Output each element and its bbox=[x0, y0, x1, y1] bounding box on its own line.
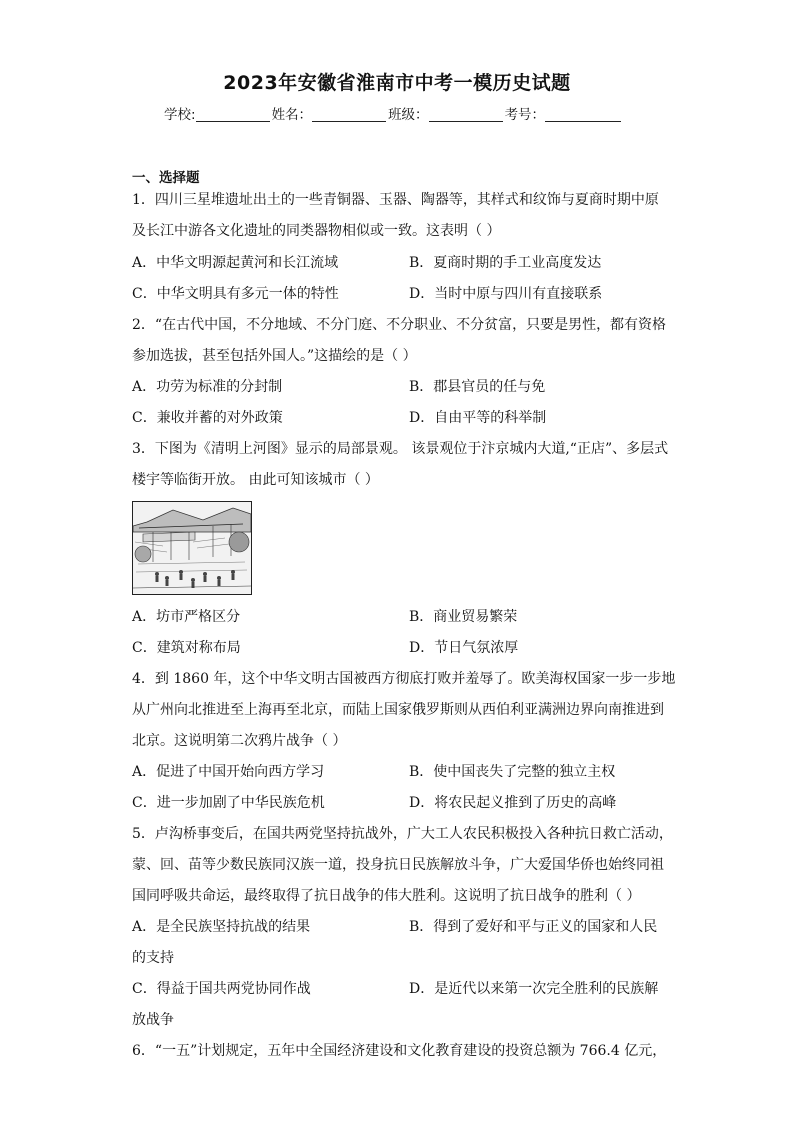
q5-option-d[interactable]: D．是近代以来第一次完全胜利的民族解 bbox=[409, 981, 659, 997]
q5-options-row-1 bbox=[132, 912, 662, 943]
q3-options-row-1 bbox=[132, 602, 662, 633]
q4-option-b[interactable]: B．使中国丧失了完整的独立主权 bbox=[409, 764, 616, 780]
q2-option-d[interactable]: D．自由平等的科举制 bbox=[409, 410, 547, 426]
q4-option-d[interactable]: D．将农民起义推到了历史的高峰 bbox=[409, 795, 617, 811]
id-blank[interactable] bbox=[545, 107, 621, 122]
q1-option-d[interactable]: D．当时中原与四川有直接联系 bbox=[409, 286, 603, 302]
q4-line-3: 北京。这说明第二次鸦片战争（ ） bbox=[132, 733, 347, 749]
name-blank[interactable] bbox=[312, 107, 386, 122]
q5-option-d-continuation: 放战争 bbox=[132, 1012, 174, 1028]
q5-option-a[interactable]: A．是全民族坚持抗战的结果 bbox=[132, 919, 311, 935]
qingming-scroll-drawing bbox=[133, 502, 251, 594]
q4-line-1: 4．到 1860 年，这个中华文明古国被西方彻底打败并羞辱了。欧美海权国家一步一步地 bbox=[132, 671, 676, 687]
student-info-line bbox=[164, 103, 623, 123]
q3-option-c[interactable]: C．建筑对称布局 bbox=[132, 640, 241, 656]
q5-option-b[interactable]: B．得到了爱好和平与正义的国家和人民 bbox=[409, 919, 658, 935]
q5-options-row-2 bbox=[132, 974, 662, 1005]
school-label: 学校: bbox=[164, 107, 196, 123]
q1-options-row-1 bbox=[132, 248, 662, 279]
q3-option-b[interactable]: B．商业贸易繁荣 bbox=[409, 609, 518, 625]
q4-option-a[interactable]: A．促进了中国开始向西方学习 bbox=[132, 764, 325, 780]
q2-option-b[interactable]: B．郡县官员的任与免 bbox=[409, 379, 546, 395]
q2-line-1: 2．“在古代中国，不分地域、不分门庭、不分职业、不分贫富，只要是男性，都有资格 bbox=[132, 317, 667, 333]
q4-options-row-2 bbox=[132, 788, 662, 819]
q5-line-3: 国同呼吸共命运，最终取得了抗日战争的伟大胜利。这说明了抗日战争的胜利（ ） bbox=[132, 888, 641, 904]
q2-line-2: 参加选拔，甚至包括外国人。”这描绘的是（ ） bbox=[132, 348, 417, 364]
q1-option-a[interactable]: A．中华文明源起黄河和长江流域 bbox=[132, 255, 339, 271]
q1-options-row-2 bbox=[132, 279, 662, 310]
id-label: 考号： bbox=[504, 107, 546, 123]
q2-option-c[interactable]: C．兼收并蓄的对外政策 bbox=[132, 410, 283, 426]
exam-title: 2023年安徽省淮南市中考一模历史试题 bbox=[223, 72, 571, 94]
q3-option-d[interactable]: D．节日气氛浓厚 bbox=[409, 640, 519, 656]
school-blank[interactable] bbox=[196, 107, 270, 122]
q1-line-2: 及长江中游各文化遗址的同类器物相似或一致。这表明（ ） bbox=[132, 223, 501, 239]
qingming-scroll-image bbox=[132, 501, 252, 595]
q3-options-row-2 bbox=[132, 633, 662, 664]
q1-line-1: 1．四川三星堆遗址出土的一些青铜器、玉器、陶器等，其样式和纹饰与夏商时期中原 bbox=[132, 192, 659, 208]
q4-option-c[interactable]: C．进一步加剧了中华民族危机 bbox=[132, 795, 325, 811]
q5-option-b-continuation: 的支持 bbox=[132, 950, 174, 966]
q3-option-a[interactable]: A．坊市严格区分 bbox=[132, 609, 241, 625]
q4-options-row-1 bbox=[132, 757, 662, 788]
q5-line-1: 5．卢沟桥事变后，在国共两党坚持抗战外，广大工人农民积极投入各种抗日救亡活动， bbox=[132, 826, 673, 842]
q6-line-1: 6．“一五”计划规定，五年中全国经济建设和文化教育建设的投资总额为 766.4 亿元， bbox=[132, 1043, 667, 1059]
q2-options-row-2 bbox=[132, 403, 662, 434]
section-heading: 一、选择题 bbox=[132, 170, 200, 186]
q3-line-1: 3．下图为《清明上河图》显示的局部景观。 该景观位于汴京城内大道,“正店”、多层式 bbox=[132, 441, 669, 457]
name-label: 姓名： bbox=[271, 107, 313, 123]
q4-line-2: 从广州向北推进至上海再至北京，而陆上国家俄罗斯则从西伯利亚满洲边界向南推进到 bbox=[132, 702, 664, 718]
class-label: 班级： bbox=[388, 107, 429, 123]
q2-option-a[interactable]: A．功劳为标准的分封制 bbox=[132, 379, 283, 395]
q2-options-row-1 bbox=[132, 372, 662, 403]
q1-option-b[interactable]: B．夏商时期的手工业高度发达 bbox=[409, 255, 602, 271]
class-blank[interactable] bbox=[429, 107, 503, 122]
q5-line-2: 蒙、回、苗等少数民族同汉族一道，投身抗日民族解放斗争，广大爱国华侨也始终同祖 bbox=[132, 857, 664, 873]
q5-option-c[interactable]: C．得益于国共两党协同作战 bbox=[132, 981, 311, 997]
q1-option-c[interactable]: C．中华文明具有多元一体的特性 bbox=[132, 286, 339, 302]
q3-line-2: 楼宇等临街开放。 由此可知该城市（ ） bbox=[132, 472, 379, 488]
